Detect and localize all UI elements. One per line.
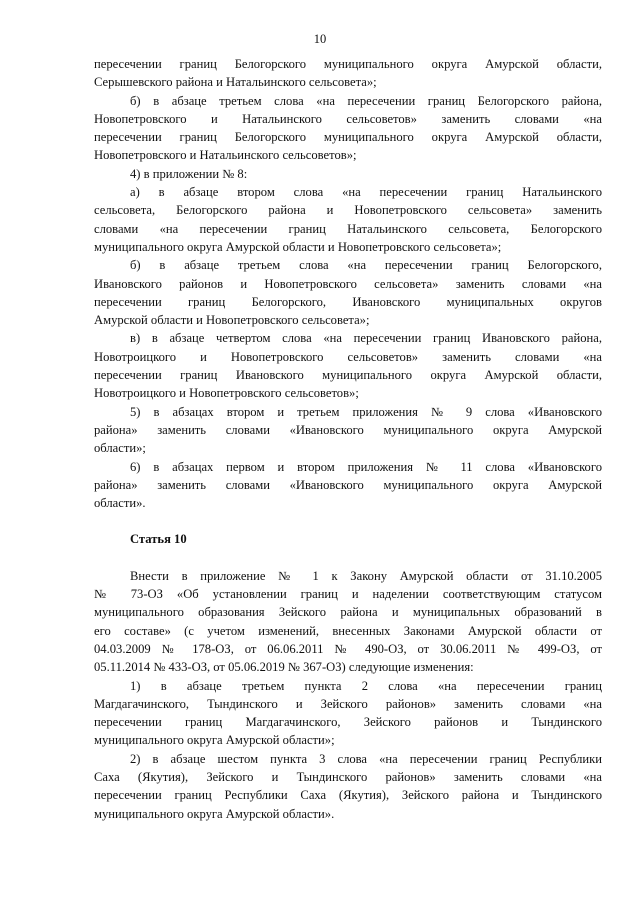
text-line: в) в абзаце четвертом слова «на пересечении границ Ивановского района, (130, 331, 602, 346)
text-line: Серышевского района и Натальинского сельсовета»; (94, 75, 377, 90)
text-line: 5) в абзацах втором и третьем приложения № 9 слова «Ивановского (130, 404, 602, 419)
text-line: сельсовета, Белогорского района и Новопетровского сельсовета» заменить (94, 203, 602, 218)
text-line: муниципального округа Амурской области и Новопетровского сельсовета»; (94, 239, 502, 254)
text-line: а) в абзаце втором слова «на пересечении границ Натальинского (130, 185, 602, 200)
text-line: Новотроицкого и Новопетровского сельсоветов»; (94, 386, 359, 401)
text-line: Новотроицкого и Новопетровского сельсоветов» заменить словами «на (94, 349, 602, 364)
text-line: 2) в абзаце шестом пункта 3 слова «на пересечении границ Республики (130, 751, 602, 766)
text-line: пересечении границ Белогорского муниципального округа Амурской области, (94, 57, 602, 71)
text-line: района» заменить словами «Ивановского муниципального округа Амурской (94, 422, 602, 437)
text-line: Новопетровского и Натальинского сельсоветов»; (94, 148, 357, 163)
text-line: 05.11.2014 № 433-ОЗ, от 05.06.2019 № 367-ОЗ) следующие изменения: (94, 660, 474, 675)
text-line: б) в абзаце третьем слова «на пересечении границ Белогорского района, (130, 93, 602, 108)
text-line: муниципального округа Амурской области»; (94, 733, 335, 748)
text-line: словами «на пересечении границ Натальинского сельсовета, Белогорского (94, 221, 602, 236)
text-line: пересечении границ Белогорского, Ивановского муниципальных округов (94, 294, 602, 309)
text-line: муниципального образования Зейского района и муниципальных образований в (94, 605, 602, 620)
text-line: пересечении границ Магдагачинского, Зейского районов и Тындинского (94, 715, 602, 730)
text-line: области»; (94, 441, 146, 456)
article-heading: Статья 10 (130, 532, 187, 547)
text-line: пересечении границ Ивановского муниципального округа Амурской области, (94, 368, 602, 383)
text-line: пересечении границ Республики Саха (Якутия), Зейского района и Тындинского (94, 788, 602, 803)
text-line: Внести в приложение № 1 к Закону Амурской области от 31.10.2005 (130, 568, 602, 583)
text-line: пересечении границ Белогорского муниципального округа Амурской области, (94, 130, 602, 145)
text-line: 6) в абзацах первом и втором приложения № 11 слова «Ивановского (130, 459, 602, 474)
text-line: Ивановского районов и Новопетровского сельсовета» заменить словами «на (94, 276, 602, 291)
text-line: Амурской области и Новопетровского сельсовета»; (94, 313, 370, 328)
text-line: Магдагачинского, Тындинского и Зейского районов» заменить словами «на (94, 696, 602, 711)
text-line: 04.03.2009 № 178-ОЗ, от 06.06.2011 № 490-ОЗ, от 30.06.2011 № 499-ОЗ, от (94, 641, 602, 656)
page-number: 10 (313, 32, 327, 46)
text-line: б) в абзаце третьем слова «на пересечении границ Белогорского, (130, 258, 602, 273)
text-line: муниципального округа Амурской области». (94, 806, 335, 821)
text-line: Саха (Якутия), Зейского и Тындинского районов» заменить словами «на (94, 769, 602, 784)
text-line: 4) в приложении № 8: (130, 166, 248, 181)
text-line: области». (94, 496, 146, 511)
text-line: его составе» (с учетом изменений, внесенных Законами Амурской области от (94, 623, 602, 638)
text-line: 1) в абзаце третьем пункта 2 слова «на пересечении границ (130, 678, 602, 693)
text-line: Новопетровского и Натальинского сельсоветов» заменить словами «на (94, 111, 602, 126)
text-line: района» заменить словами «Ивановского муниципального округа Амурской (94, 477, 602, 492)
document-body (94, 55, 602, 823)
text-line: № 73-ОЗ «Об установлении границ и наделении соответствующим статусом (94, 587, 602, 602)
